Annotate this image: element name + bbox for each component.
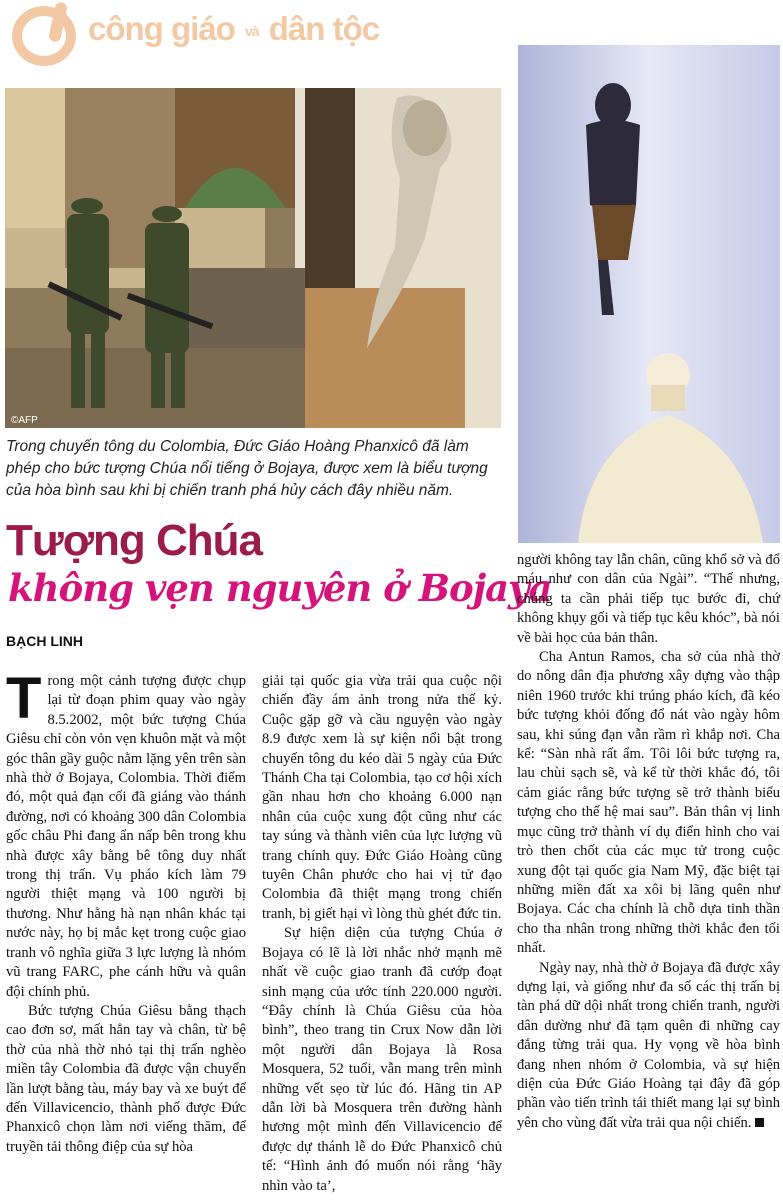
photo-credit: ©AFP bbox=[11, 415, 38, 426]
soldiers-statue-illustration bbox=[5, 88, 501, 428]
soldiers-statue-photo bbox=[5, 88, 501, 428]
article-paragraph: Bức tượng Chúa Giêsu bằng thạch cao đơn sơ, mất hẳn tay và chân, từ bệ thờ của nhà thờ nhỏ tại thị trấn nghèo miền tây Colombia đã được vận chuyển lần lượt bằng tàu, máy bay và xe buýt để đến Villavicencio, thành phố được Đức Phanxicô chọn làm nơi viếng thăm, để truyền tải thông điệp của sự hòa bbox=[6, 1002, 246, 1155]
headline-line1: Tượng Chúa bbox=[6, 516, 262, 565]
masthead-name-part1: công giáo bbox=[88, 10, 235, 47]
masthead-logo-icon bbox=[12, 6, 76, 66]
paragraph-text: rong một cảnh tượng được chụp lại từ đoạn phim quay vào ngày 8.5.2002, một bức tượng Chúa Giêsu chỉ còn vỏn vẹn khuôn mặt và một góc thân gầy guộc nằm lặng yên trên sàn nhà thờ ở Bojaya, Colombia. Thời điểm đó, một quả đạn cối đã giáng vào thánh đường, nơi có khoảng 300 dân Colombia gốc châu Phi đang ẩn nấp bên trong khu nhà được xây bằng bê tông duy nhất trong thị trấn. Vụ pháo kích làm 79 người thiệt mạng và 100 người bị thương. Như hằng hà nạn nhân khác tại nước này, họ bị mắc kẹt trong cuộc giao tranh vô nghĩa giữa 3 lực lượng là nhóm vũ trang FARC, phe cánh hữu và quân đội chính phủ. bbox=[6, 673, 246, 1000]
article-column-3 bbox=[517, 551, 780, 1133]
masthead-connector: và bbox=[245, 23, 259, 40]
author-byline: BẠCH LINH bbox=[6, 633, 83, 649]
masthead bbox=[0, 0, 510, 80]
article-column-1 bbox=[6, 666, 246, 1157]
article-paragraph bbox=[6, 666, 246, 1002]
photo-caption: Trong chuyến tông du Colombia, Đức Giáo Hoàng Phanxicô đã làm phép cho bức tượng Chúa nổi tiếng ở Bojaya, được xem là biểu tượng của hòa bình sau khi bị chiến tranh phá hủy cách đây nhiều năm. bbox=[6, 438, 488, 499]
article-paragraph: giải tại quốc gia vừa trải qua cuộc nội chiến đầy ám ảnh trong nửa thế kỷ. Cuộc gặp gỡ và cầu nguyện vào ngày 8.9 được xem là sự kiện nổi bật trong chuyến tông du kéo dài 5 ngày của Đức Thánh Cha tại Colombia, tạo cơ hội xích gần nhau hơn cho khoảng 6.000 nạn nhân của cuộc xung đột cũng như các tay súng và thành viên của lực lượng vũ trang chính quy. Đức Giáo Hoàng cũng tuyên Chân phước cho hai vị tử đạo Colombia đã thiệt mạng trong chiến tranh, bị giết hại vì lòng thù ghét đức tin. bbox=[262, 673, 502, 922]
end-mark-icon bbox=[755, 1118, 764, 1127]
article-paragraph: người không tay lẫn chân, cũng khổ sở và đổ máu như con dân của Ngài”. “Thế nhưng, chúng ta cần phải tiếp tục bước đi, chứ không khụy gối và tiếp tục kêu khóc”, bà nói về bài học của bản thân. bbox=[517, 552, 780, 646]
pope-statue-photo bbox=[518, 45, 780, 543]
masthead-name-part2: dân tộc bbox=[268, 10, 380, 47]
masthead-title bbox=[88, 10, 379, 48]
article-column-2 bbox=[262, 672, 502, 1196]
pope-statue-illustration bbox=[518, 45, 780, 543]
article-paragraph: Cha Antun Ramos, cha sở của nhà thờ do nông dân địa phương xây dựng vào thập niên 1960 trước khi trúng pháo kích, đã kéo bức tượng khỏi đống đổ nát vào ngày hôm sau, khi súng đạn vẫn rầm rì khắp nơi. Cha kể: “Sàn nhà rất ẩm. Tôi lôi bức tượng ra, lau chùi sạch sẽ, và kể từ thời khắc đó, tôi cảm giác rằng bức tượng sẽ trở thành biểu tượng cho thế hệ mai sau”. Bản thân vị linh mục cũng trở thành ví dụ điển hình cho vai trò then chốt của các mục tử trong cuộc xung đột tại quốc gia Nam Mỹ, đặc biệt tại những miền đất xa xôi bị lãng quên như Bojaya. Các cha chính là chỗ dựa tinh thần cho tha nhân trong những thời khắc đen tối nhất. bbox=[517, 649, 780, 957]
article-paragraph: Sự hiện diện của tượng Chúa ở Bojaya có lẽ là lời nhắc nhở mạnh mẽ nhất về cuộc giao tranh đã cướp đoạt sinh mạng của ước tính 220.000 người. “Đây chính là Chúa Giêsu của hòa bình”, theo trang tin Crux Now dẫn lời một người dân Bojaya là Rosa Mosquera, 52 tuổi, vẫn mang trên mình những vết sẹo từ lúc đó. Hãng tin AP dẫn lời bà Mosquera trên đường hành hương một mình đến Villavicencio để được dự thánh lễ do Đức Phanxicô chủ tế: “Hình ảnh đó muốn nói rằng ‘hãy nhìn vào ta’, bbox=[262, 925, 502, 1194]
paragraph-text: Ngày nay, nhà thờ ở Bojaya đã được xây dựng lại, và giống như đa số các thị trấn bị tàn phá dữ dội nhất trong chiến tranh, người dân dường như đã tạm quên đi những cay đắng từng trải qua. Hy vọng về hòa bình đang nhen nhóm ở Colombia, và sự hiện diện của Đức Giáo Hoàng tại đây đã góp phần vào tiến trình tái thiết mang lại sự bình yên cho vùng đất vừa trải qua nội chiến. bbox=[517, 959, 780, 1131]
article-paragraph bbox=[517, 959, 780, 1134]
dropcap: T bbox=[6, 666, 42, 731]
headline-line2: không vẹn nguyên ở Bojaya bbox=[8, 566, 552, 610]
